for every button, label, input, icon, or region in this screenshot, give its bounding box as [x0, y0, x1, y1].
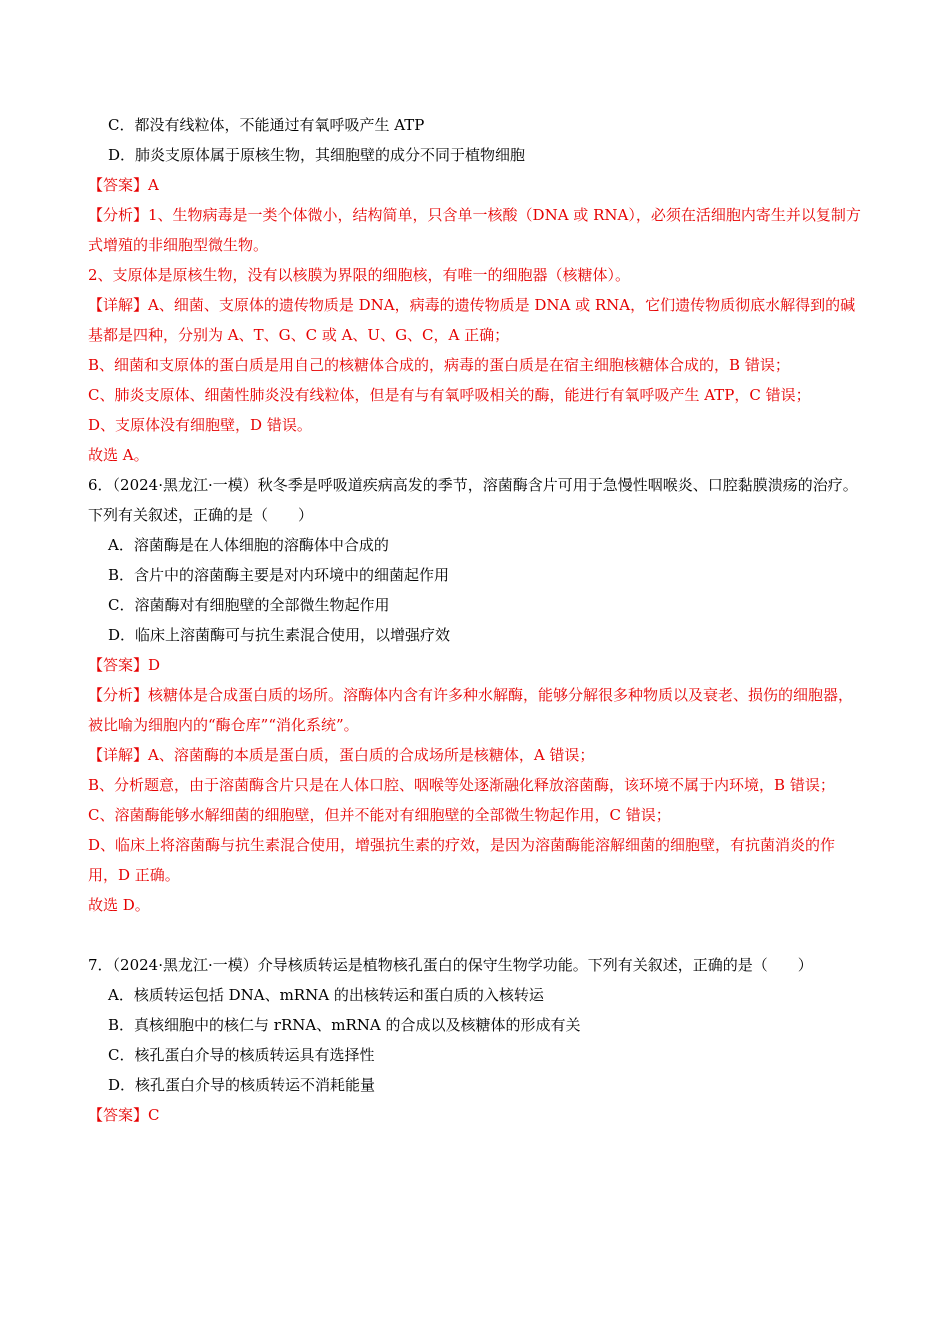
q5-analysis-2: 2、支原体是原核生物，没有以核膜为界限的细胞核，有唯一的细胞器（核糖体）。 — [88, 266, 631, 284]
q5-detail-c: C、肺炎支原体、细菌性肺炎没有线粒体，但是有与有氧呼吸相关的酶，能进行有氧呼吸产生 ATP，C 错误； — [88, 386, 811, 404]
q7-option-b: B．真核细胞中的核仁与 rRNA、mRNA 的合成以及核糖体的形成有关 — [108, 1016, 581, 1034]
q6-analysis: 【分析】核糖体是合成蛋白质的场所。溶酶体内含有许多种水解酶，能够分解很多种物质以及衰老、损伤的细胞器，被比喻为细胞内的“酶仓库”“消化系统”。 — [88, 686, 854, 734]
q6-detail-d: D、临床上将溶菌酶与抗生素混合使用，增强抗生素的疗效，是因为溶菌酶能溶解细菌的细胞壁，有抗菌消炎的作用，D 正确。 — [88, 836, 836, 884]
q5-conclusion: 故选 A。 — [88, 446, 149, 464]
q6-detail-a: 【详解】A、溶菌酶的本质是蛋白质，蛋白质的合成场所是核糖体，A 错误； — [88, 746, 595, 764]
q6-detail-c: C、溶菌酶能够水解细菌的细胞壁，但并不能对有细胞壁的全部微生物起作用，C 错误； — [88, 806, 671, 824]
q6-option-d: D．临床上溶菌酶可与抗生素混合使用，以增强疗效 — [108, 626, 451, 644]
q7-option-d: D．核孔蛋白介导的核质转运不消耗能量 — [108, 1076, 376, 1094]
q5-option-c: C．都没有线粒体，不能通过有氧呼吸产生 ATP — [108, 116, 425, 134]
q7-stem: 7．（2024·黑龙江·一模）介导核质转运是植物核孔蛋白的保守生物学功能。下列有关叙述，正确的是（ ） — [88, 956, 813, 974]
q6-option-a: A．溶菌酶是在人体细胞的溶酶体中合成的 — [108, 536, 389, 554]
q5-option-d: D．肺炎支原体属于原核生物，其细胞壁的成分不同于植物细胞 — [108, 146, 526, 164]
q7-option-a: A．核质转运包括 DNA、mRNA 的出核转运和蛋白质的入核转运 — [108, 986, 544, 1004]
q6-stem: 6．（2024·黑龙江·一模）秋冬季是呼吸道疾病高发的季节，溶菌酶含片可用于急慢性咽喉炎、口腔黏膜溃疡的治疗。下列有关叙述，正确的是（ ） — [88, 476, 858, 524]
q6-option-b: B．含片中的溶菌酶主要是对内环境中的细菌起作用 — [108, 566, 450, 584]
q6-detail-b: B、分析题意，由于溶菌酶含片只是在人体口腔、咽喉等处逐渐融化释放溶菌酶，该环境不属于内环境，B 错误； — [88, 776, 835, 794]
spacer — [88, 920, 864, 950]
q7-answer: 【答案】C — [88, 1106, 160, 1124]
q5-answer: 【答案】A — [88, 176, 159, 194]
q5-detail-b: B、细菌和支原体的蛋白质是用自己的核糖体合成的，病毒的蛋白质是在宿主细胞核糖体合成的，B 错误； — [88, 356, 790, 374]
q5-detail-a: 【详解】A、细菌、支原体的遗传物质是 DNA，病毒的遗传物质是 DNA 或 RNA，它们遗传物质彻底水解得到的碱基都是四种，分别为 A、T、G、C 或 A、U、G、C，A 正确； — [88, 296, 856, 344]
q5-detail-d: D、支原体没有细胞壁，D 错误。 — [88, 416, 312, 434]
q6-option-c: C．溶菌酶对有细胞壁的全部微生物起作用 — [108, 596, 390, 614]
q6-answer: 【答案】D — [88, 656, 161, 674]
q6-conclusion: 故选 D。 — [88, 896, 150, 914]
q7-option-c: C．核孔蛋白介导的核质转运具有选择性 — [108, 1046, 375, 1064]
document-page — [88, 110, 864, 1130]
q5-analysis-1: 【分析】1、生物病毒是一类个体微小，结构简单，只含单一核酸（DNA 或 RNA），必须在活细胞内寄生并以复制方式增殖的非细胞型微生物。 — [88, 206, 861, 254]
